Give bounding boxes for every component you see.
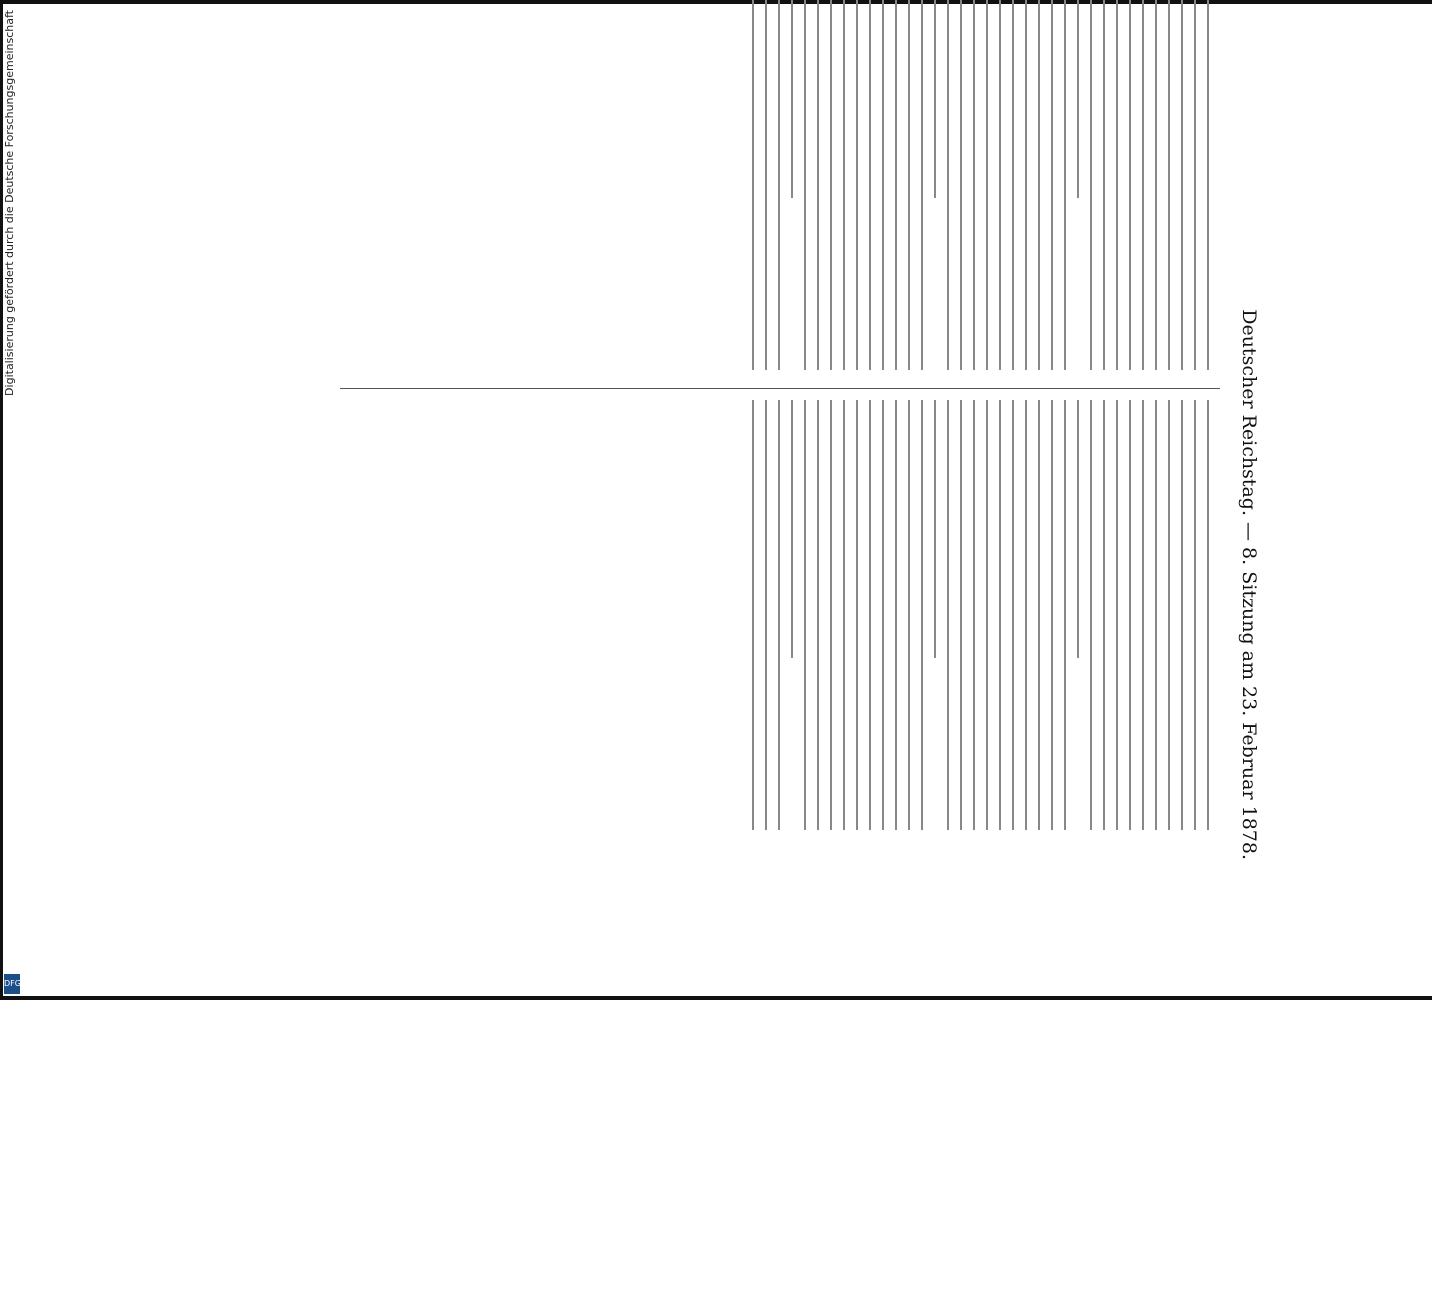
text-line	[1090, 400, 1092, 830]
text-line	[817, 400, 819, 830]
credit-text: Digitalisierung gefördert durch die Deutsche Forschungsgemeinschaft	[3, 10, 16, 396]
text-line	[1051, 400, 1053, 830]
text-line	[921, 400, 923, 830]
text-line	[1012, 0, 1014, 370]
text-line	[1025, 400, 1027, 830]
text-line	[999, 400, 1001, 830]
text-line	[1142, 0, 1144, 370]
text-line	[1116, 400, 1118, 830]
text-line	[856, 400, 858, 830]
text-line	[1077, 0, 1079, 198]
text-line	[895, 0, 897, 370]
text-column-1	[741, 0, 1220, 370]
scanned-page	[40, 0, 1270, 1300]
text-column-2	[741, 400, 1220, 830]
text-line	[843, 400, 845, 830]
text-line	[882, 400, 884, 830]
text-line	[973, 0, 975, 370]
text-line	[1155, 400, 1157, 830]
text-line	[895, 400, 897, 830]
text-line	[1103, 400, 1105, 830]
text-line	[1025, 0, 1027, 370]
text-line	[947, 0, 949, 370]
text-line	[960, 400, 962, 830]
text-line	[1090, 0, 1092, 370]
text-line	[1155, 0, 1157, 370]
text-line	[908, 400, 910, 830]
column-divider	[340, 388, 1220, 389]
text-line	[999, 0, 1001, 370]
text-line	[1194, 400, 1196, 830]
text-line	[1051, 0, 1053, 370]
text-line	[804, 0, 806, 370]
text-line	[1012, 400, 1014, 830]
text-line	[1064, 0, 1066, 370]
text-line	[830, 400, 832, 830]
text-line	[778, 0, 780, 370]
text-line	[1064, 400, 1066, 830]
text-line	[765, 0, 767, 370]
text-line	[1181, 400, 1183, 830]
text-line	[986, 400, 988, 830]
text-line	[1077, 400, 1079, 658]
page-content	[40, 0, 1270, 1300]
text-line	[817, 0, 819, 370]
text-line	[791, 0, 793, 198]
text-line	[1207, 0, 1209, 370]
text-line	[1168, 0, 1170, 370]
text-line	[1116, 0, 1118, 370]
digitization-credit	[0, 0, 22, 1000]
text-line	[752, 0, 754, 370]
text-line	[791, 400, 793, 658]
text-line	[843, 0, 845, 370]
text-line	[765, 400, 767, 830]
text-line	[1038, 400, 1040, 830]
text-line	[869, 400, 871, 830]
text-line	[778, 400, 780, 830]
text-line	[1181, 0, 1183, 370]
text-line	[804, 400, 806, 830]
text-line	[752, 400, 754, 830]
text-line	[1038, 0, 1040, 370]
text-line	[869, 0, 871, 370]
text-line	[1168, 400, 1170, 830]
text-line	[882, 0, 884, 370]
text-line	[1194, 0, 1196, 370]
running-header	[1234, 0, 1264, 860]
text-line	[1142, 400, 1144, 830]
text-line	[908, 0, 910, 370]
text-line	[1129, 0, 1131, 370]
text-line	[947, 400, 949, 830]
text-line	[1129, 400, 1131, 830]
text-line	[1103, 0, 1105, 370]
text-line	[1207, 400, 1209, 830]
text-line	[934, 400, 936, 658]
text-line	[830, 0, 832, 370]
text-line	[986, 0, 988, 370]
text-line	[934, 0, 936, 198]
text-line	[960, 0, 962, 370]
dfg-logo: DFG	[4, 974, 20, 994]
text-line	[973, 400, 975, 830]
running-title: Deutscher Reichstag. — 8. Sitzung am 23. Februar 1878.	[1238, 309, 1260, 860]
text-line	[921, 0, 923, 370]
text-line	[856, 0, 858, 370]
